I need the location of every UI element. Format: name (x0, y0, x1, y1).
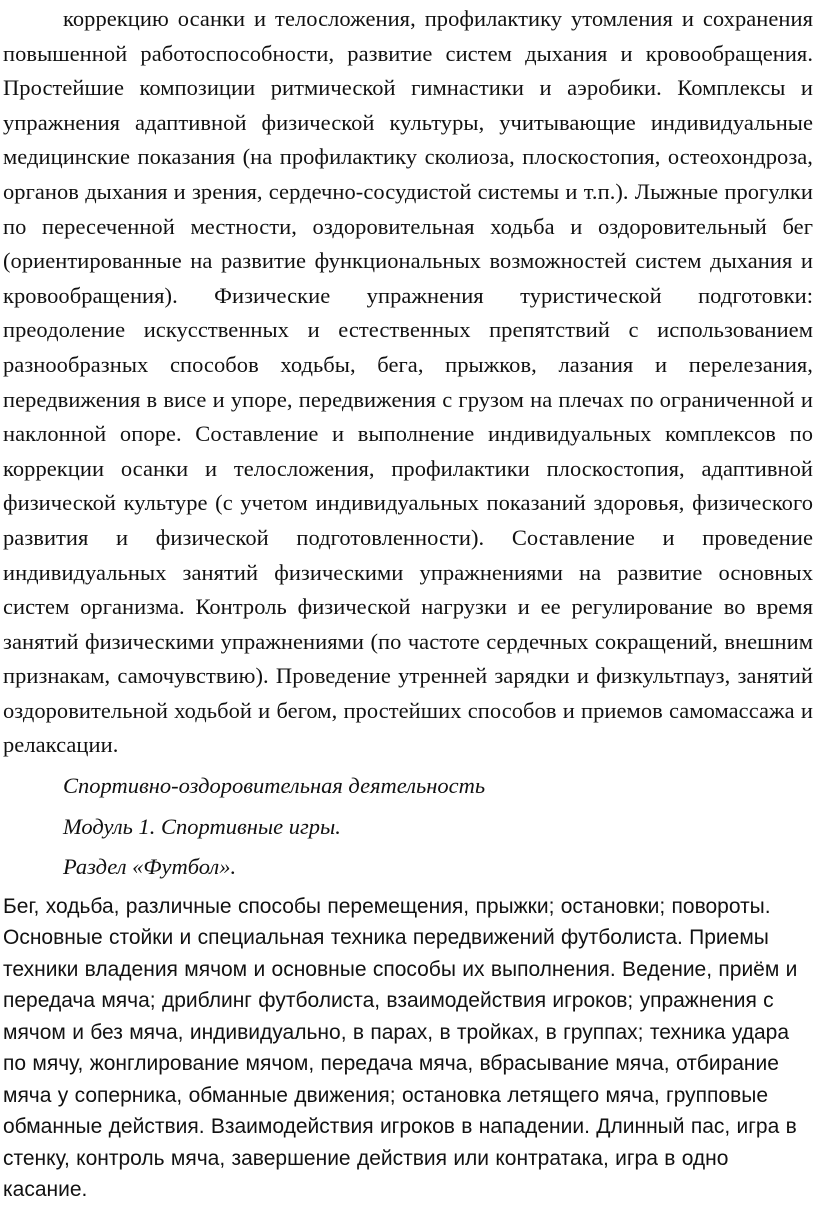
heading-sport-activity: Спортивно-оздоровительная деятельность (63, 773, 486, 799)
heading-section-football: Раздел «Футбол». (63, 854, 237, 880)
body-paragraph-health: коррекцию осанки и телосложения, профилактику утомления и сохранения повышенной работоспособности, развитие систем дыхания и кровообращения. Простейшие композиции ритмической гимнастики и аэробики. Комплексы и упражнения адаптивной физической культуры, учитывающие индивидуальные медицинские показания (на профилактику сколиоза, плоскостопия, остеохондроза, органов дыхания и зрения, сердечно-сосудистой системы и т.п.). Лыжные прогулки по пересеченной местности, оздоровительная ходьба и оздоровительный бег (ориентированные на развитие функциональных возможностей систем дыхания и кровообращения). Физические упражнения туристической подготовки: преодоление искусственных и естественных препятствий с использованием разнообразных способов ходьбы, бега, прыжков, лазания и перелезания, передвижения в висе и упоре, передвижения с грузом на плечах по ограниченной и наклонной опоре. Составление и выполнение индивидуальных комплексов по коррекции осанки и телосложения, профилактики плоскостопия, адаптивной физической культуре (с учетом индивидуальных показаний здоровья, физического развития и физической подготовленности). Составление и проведение индивидуальных занятий физическими упражнениями на развитие основных систем организма. Контроль физической нагрузки и ее регулирование во время занятий физическими упражнениями (по частоте сердечных сокращений, внешним признакам, самочувствию). Проведение утренней зарядки и физкультпауз, занятий оздоровительной ходьбой и бегом, простейших способов и приемов самомассажа и релаксации. (3, 6, 813, 758)
body-paragraph-football: Бег, ходьба, различные способы перемещения, прыжки; остановки; повороты. Основные стойки и специальная техника передвижений футболиста. Приемы техники владения мячом и основные способы их выполнения. Ведение, приём и передача мяча; дриблинг футболиста, взаимодействия игроков; упражнения с мячом и без мяча, индивидуально, в парах, в тройках, в группах; техника удара по мячу, жонглирование мячом, передача мяча, вбрасывание мяча, отбирание мяча у соперника, обманные движения; остановка летящего мяча, групповые обманные действия. Взаимодействия игроков в нападении. Длинный пас, игра в стенку, контроль мяча, завершение действия или контратака, игра в одно касание. (3, 894, 798, 1202)
heading-module: Модуль 1. Спортивные игры. (63, 813, 341, 839)
